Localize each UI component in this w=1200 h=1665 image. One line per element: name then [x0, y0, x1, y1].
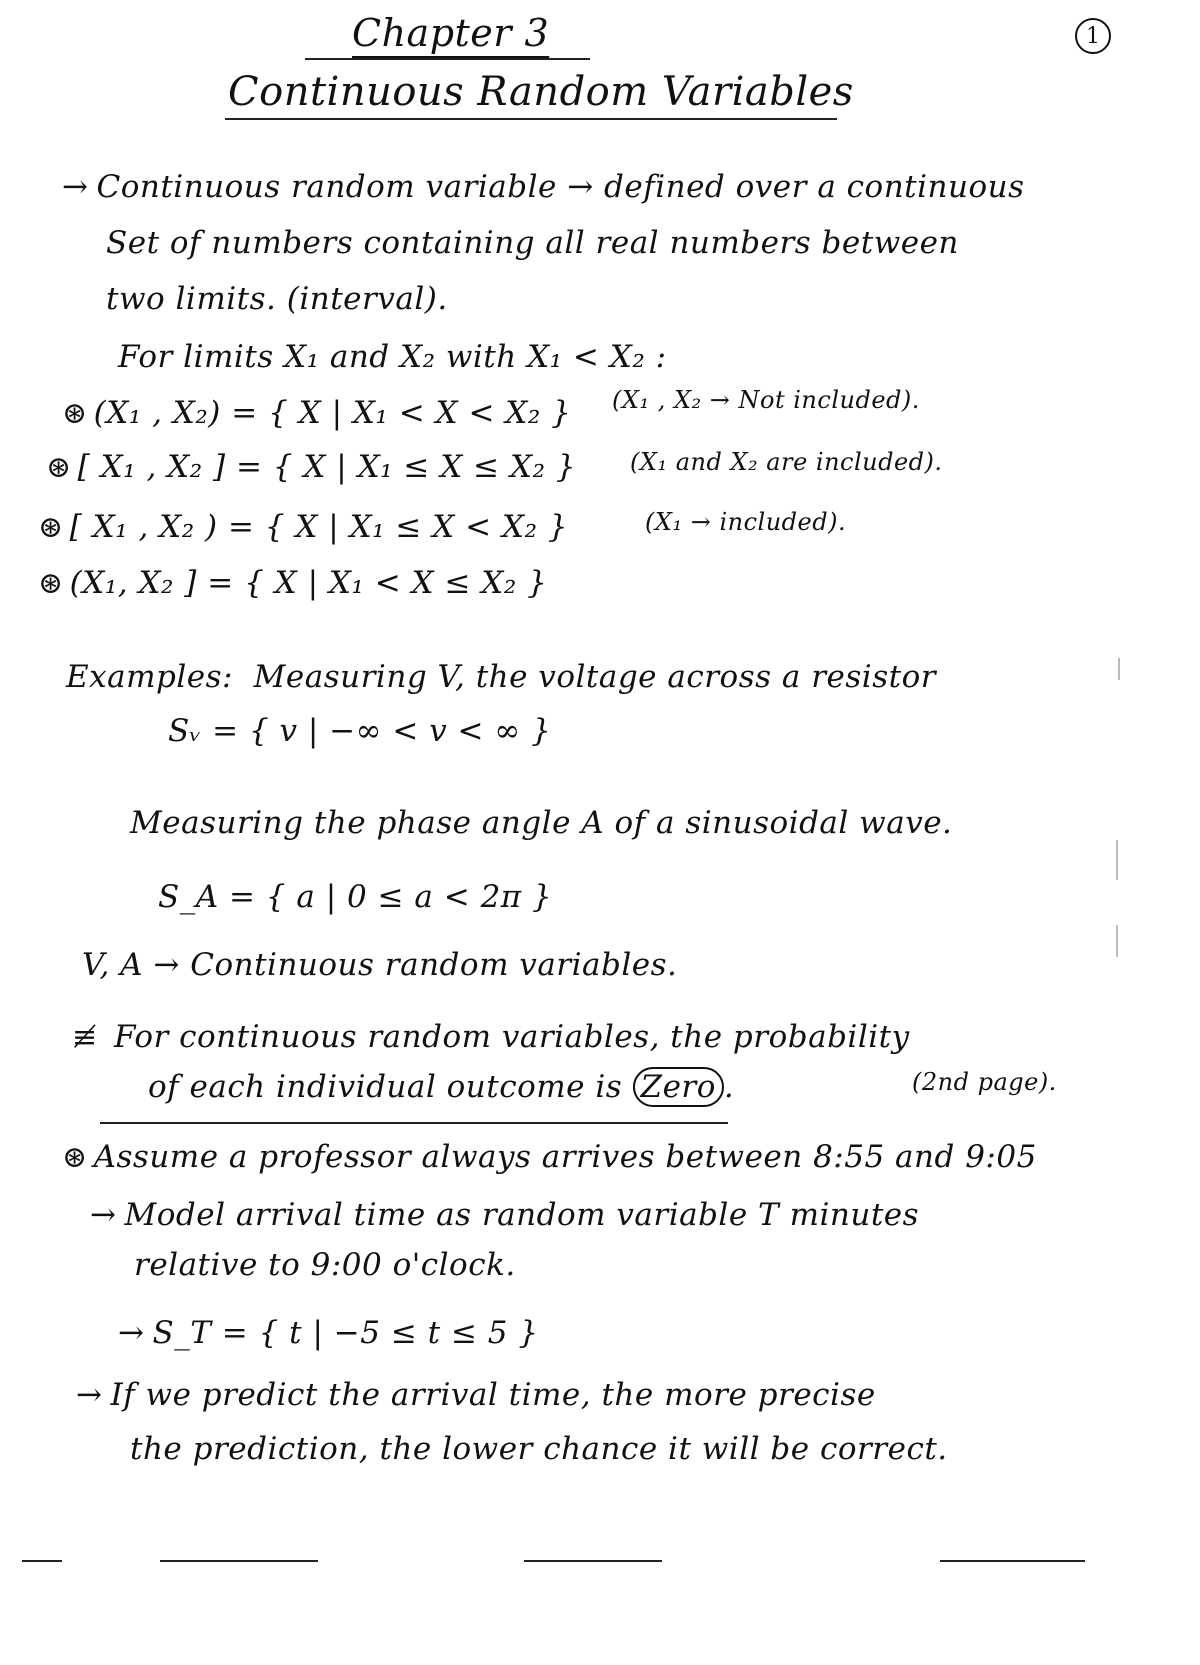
note-divider	[100, 1122, 728, 1124]
interval-open: ⊛ (X₁ , X₂) = { X | X₁ < X < X₂ }	[62, 395, 572, 431]
interval-half-open-right-note: (X₁ → included).	[645, 508, 847, 536]
bottom-rule-left-edge	[22, 1560, 62, 1562]
professor-line-3: relative to 9:00 o'clock.	[134, 1247, 516, 1283]
subtitle-underline	[225, 118, 837, 120]
professor-line-6: the prediction, the lower chance it will be correct.	[130, 1431, 948, 1467]
star-bullet-icon: ⊛	[62, 396, 88, 431]
chapter-subtitle: Continuous Random Variables	[228, 69, 854, 115]
scan-speck	[1116, 925, 1118, 957]
professor-line-4: → S_T = { t | −5 ≤ t ≤ 5 }	[118, 1315, 539, 1351]
examples-conclusion: V, A → Continuous random variables.	[82, 947, 678, 983]
emphasis-mark-icon: ≢	[72, 1020, 98, 1055]
intro-line-4: For limits X₁ and X₂ with X₁ < X₂ :	[118, 339, 667, 375]
scan-speck	[1116, 840, 1118, 880]
star-bullet-icon: ⊛	[38, 566, 64, 601]
professor-line-2: → Model arrival time as random variable T minutes	[90, 1197, 920, 1233]
intro-line-1: → Continuous random variable → defined over a continuous	[62, 169, 1025, 205]
arrow-icon: →	[90, 1197, 117, 1233]
professor-line-5: → If we predict the arrival time, the more precise	[76, 1377, 876, 1413]
interval-closed-note: (X₁ and X₂ are included).	[630, 448, 943, 476]
bottom-rule-1	[160, 1560, 318, 1562]
arrow-icon: →	[62, 169, 89, 205]
star-bullet-icon: ⊛	[46, 450, 72, 485]
interval-half-open-right: ⊛ [ X₁ , X₂ ) = { X | X₁ ≤ X < X₂ }	[38, 509, 569, 545]
page-number-circle	[1075, 18, 1111, 54]
intro-line-3: two limits. (interval).	[106, 281, 448, 317]
star-bullet-icon: ⊛	[62, 1140, 88, 1175]
interval-half-open-left: ⊛ (X₁, X₂ ] = { X | X₁ < X ≤ X₂ }	[38, 565, 548, 601]
interval-closed: ⊛ [ X₁ , X₂ ] = { X | X₁ ≤ X ≤ X₂ }	[46, 449, 577, 485]
professor-line-1: ⊛ Assume a professor always arrives between 8:55 and 9:05	[62, 1139, 1037, 1175]
bottom-rule-2	[524, 1560, 662, 1562]
examples-line-2: Measuring the phase angle A of a sinusoidal wave.	[130, 805, 953, 841]
examples-line-1: Examples: Measuring V, the voltage across a resistor	[66, 659, 937, 695]
interval-open-note: (X₁ , X₂ → Not included).	[612, 386, 920, 414]
scan-speck	[1118, 658, 1120, 680]
title-underline	[305, 58, 590, 60]
phase-sample-space: S_A = { a | 0 ≤ a < 2π }	[158, 879, 553, 915]
note-page-ref: (2nd page).	[912, 1068, 1057, 1096]
page-number: 1	[1086, 23, 1100, 49]
chapter-title: Chapter 3	[352, 11, 550, 55]
star-bullet-icon: ⊛	[38, 510, 64, 545]
note-line-1: ≢ For continuous random variables, the probability	[72, 1019, 910, 1055]
arrow-icon: →	[76, 1377, 103, 1413]
note-line-2: of each individual outcome is Zero .	[148, 1069, 735, 1105]
arrow-icon: →	[118, 1315, 145, 1351]
zero-circled: Zero	[633, 1067, 724, 1107]
intro-line-2: Set of numbers containing all real numbers between	[106, 225, 959, 261]
bottom-rule-3	[940, 1560, 1085, 1562]
voltage-sample-space: Sᵥ = { v | −∞ < v < ∞ }	[168, 713, 552, 749]
